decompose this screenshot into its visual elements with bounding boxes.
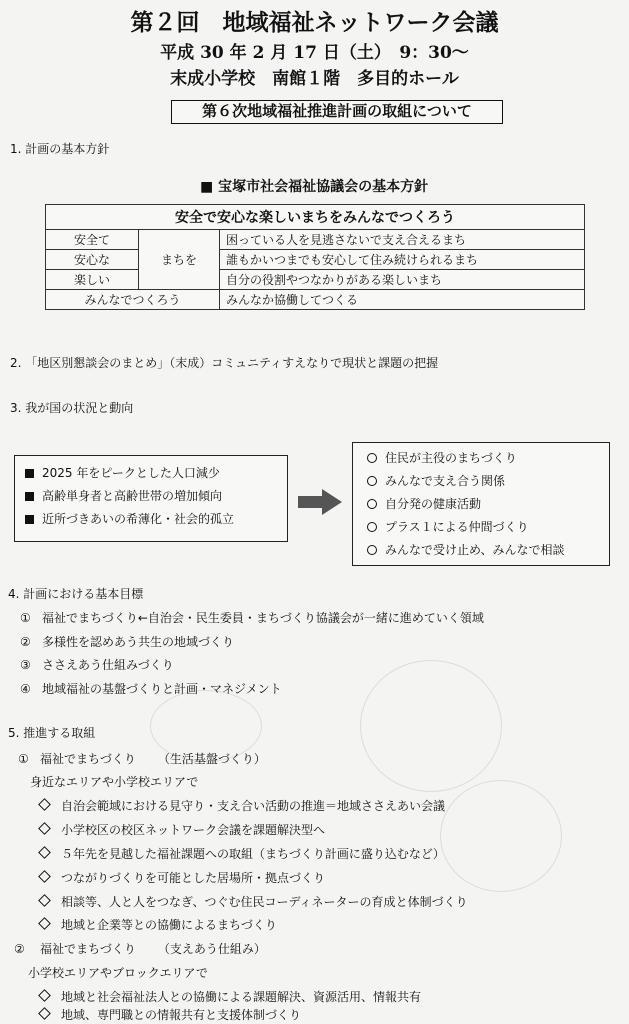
circle-bullet-icon xyxy=(367,522,377,532)
subsection-1-lead: 身近なエリアや小学校エリアで xyxy=(30,775,199,789)
subsection-1-title: ① 福祉でまちづくり （生活基盤づくり） xyxy=(18,752,266,766)
circle-bullet-icon xyxy=(367,499,377,509)
diamond-bullet-icon xyxy=(38,989,51,1002)
circle-bullet-icon xyxy=(367,545,377,555)
list-item: 自治会範域における見守り・支え合い活動の推進＝地域ささえあい会議 xyxy=(40,797,445,814)
policy-row-desc: 困っている人を見逃さないで支え合えるまち xyxy=(220,230,585,250)
table-row xyxy=(46,230,585,250)
policy-machi: まちを xyxy=(139,230,220,290)
section-4-heading: 4. 計画における基本目標 xyxy=(8,587,144,601)
list-item: 高齢単身者と高齢世帯の増加傾向 xyxy=(25,485,287,508)
square-bullet-icon xyxy=(25,515,34,524)
diamond-bullet-icon xyxy=(38,1007,51,1020)
goal-item: ② 多様性を認めあう共生の地域づくり xyxy=(20,635,235,649)
policy-table xyxy=(45,204,585,310)
diamond-bullet-icon xyxy=(38,798,51,811)
meeting-venue: 末成小学校 南館１階 多目的ホール xyxy=(170,69,459,89)
list-item: 相談等、人と人をつなぎ、つぐむ住民コーディネーターの育成と体制づくり xyxy=(40,893,468,910)
policy-row-left: 楽しい xyxy=(46,270,139,290)
policy-row-desc: 誰もかいつまでも安心して住み続けられるまち xyxy=(220,250,585,270)
circle-bullet-icon xyxy=(367,476,377,486)
circle-bullet-icon xyxy=(367,453,377,463)
agenda-title: 第６次地域福祉推進計画の取組について xyxy=(171,100,503,124)
square-bullet-icon xyxy=(25,492,34,501)
policy-title: ■ 宝塚市社会福祉協議会の基本方針 xyxy=(200,179,429,195)
meeting-title: 第２回 地域福祉ネットワーク会議 xyxy=(130,9,499,36)
section-1-heading: 1. 計画の基本方針 xyxy=(10,142,110,156)
diamond-bullet-icon xyxy=(38,917,51,930)
list-item: みんなで支え合う関係 xyxy=(367,470,609,493)
policy-row-left: 安全て xyxy=(46,230,139,250)
goal-item: ① 福祉でまちづくり←自治会・民生委員・まちづくり協議会が一緒に進めていく領域 xyxy=(20,611,484,625)
diamond-bullet-icon xyxy=(38,894,51,907)
list-item: 住民が主役のまちづくり xyxy=(367,447,609,470)
list-item: ５年先を見越した福祉課題への取組（まちづくり計画に盛り込むなど） xyxy=(40,845,445,862)
table-row xyxy=(46,250,585,270)
list-item: プラス１による仲間づくり xyxy=(367,516,609,539)
list-item: 2025 年をピークとした人口減少 xyxy=(25,462,287,485)
policy-motto: 安全で安心な楽しいまちをみんなでつくろう xyxy=(46,205,585,230)
table-row xyxy=(46,205,585,230)
meeting-date: 平成 30 年 2 月 17 日（土） 9：30～ xyxy=(160,43,469,63)
subsection-2-title: ② 福祉でまちづくり （支えあう仕組み） xyxy=(14,942,266,956)
goal-item: ③ ささえあう仕組みづくり xyxy=(20,658,174,672)
list-item: 小学校区の校区ネットワーク会議を課題解決型へ xyxy=(40,821,325,838)
directions-box xyxy=(352,442,610,566)
list-item: つながりづくりを可能とした居場所・拠点づくり xyxy=(40,869,325,886)
table-row xyxy=(46,290,585,310)
trends-box xyxy=(14,455,288,542)
show-through-circle xyxy=(440,780,562,892)
policy-last-desc: みんなか協働してつくる xyxy=(220,290,585,310)
square-bullet-icon xyxy=(25,469,34,478)
diamond-bullet-icon xyxy=(38,870,51,883)
list-item: 地域と企業等との協働によるまちづくり xyxy=(40,916,277,933)
diamond-bullet-icon xyxy=(38,846,51,859)
show-through-circle xyxy=(360,660,502,792)
subsection-2-lead: 小学校エリアやブロックエリアで xyxy=(28,966,208,980)
table-row xyxy=(46,270,585,290)
list-item: 近所づきあいの希薄化・社会的孤立 xyxy=(25,508,287,531)
list-item: 地域、専門職との情報共有と支援体制づくり xyxy=(40,1006,301,1023)
section-3-heading: 3. 我が国の状況と動向 xyxy=(10,401,134,415)
list-item: 地域と社会福祉法人との協働による課題解決、資源活用、情報共有 xyxy=(40,988,421,1005)
section-2-heading: 2. 「地区別懇談会のまとめ」（末成）コミュニティすえなりで現状と課題の把握 xyxy=(10,356,439,370)
right-arrow-icon xyxy=(298,489,342,515)
policy-last-left: みんなでつくろう xyxy=(46,290,220,310)
section-5-heading: 5. 推進する取組 xyxy=(8,726,96,740)
goal-item: ④ 地域福祉の基盤づくりと計画・マネジメント xyxy=(20,682,282,696)
list-item: 自分発の健康活動 xyxy=(367,493,609,516)
list-item: みんなで受け止め、みんなで相談 xyxy=(367,539,609,562)
policy-row-desc: 自分の役割やつなかりがある楽しいまち xyxy=(220,270,585,290)
policy-row-left: 安心な xyxy=(46,250,139,270)
diamond-bullet-icon xyxy=(38,822,51,835)
